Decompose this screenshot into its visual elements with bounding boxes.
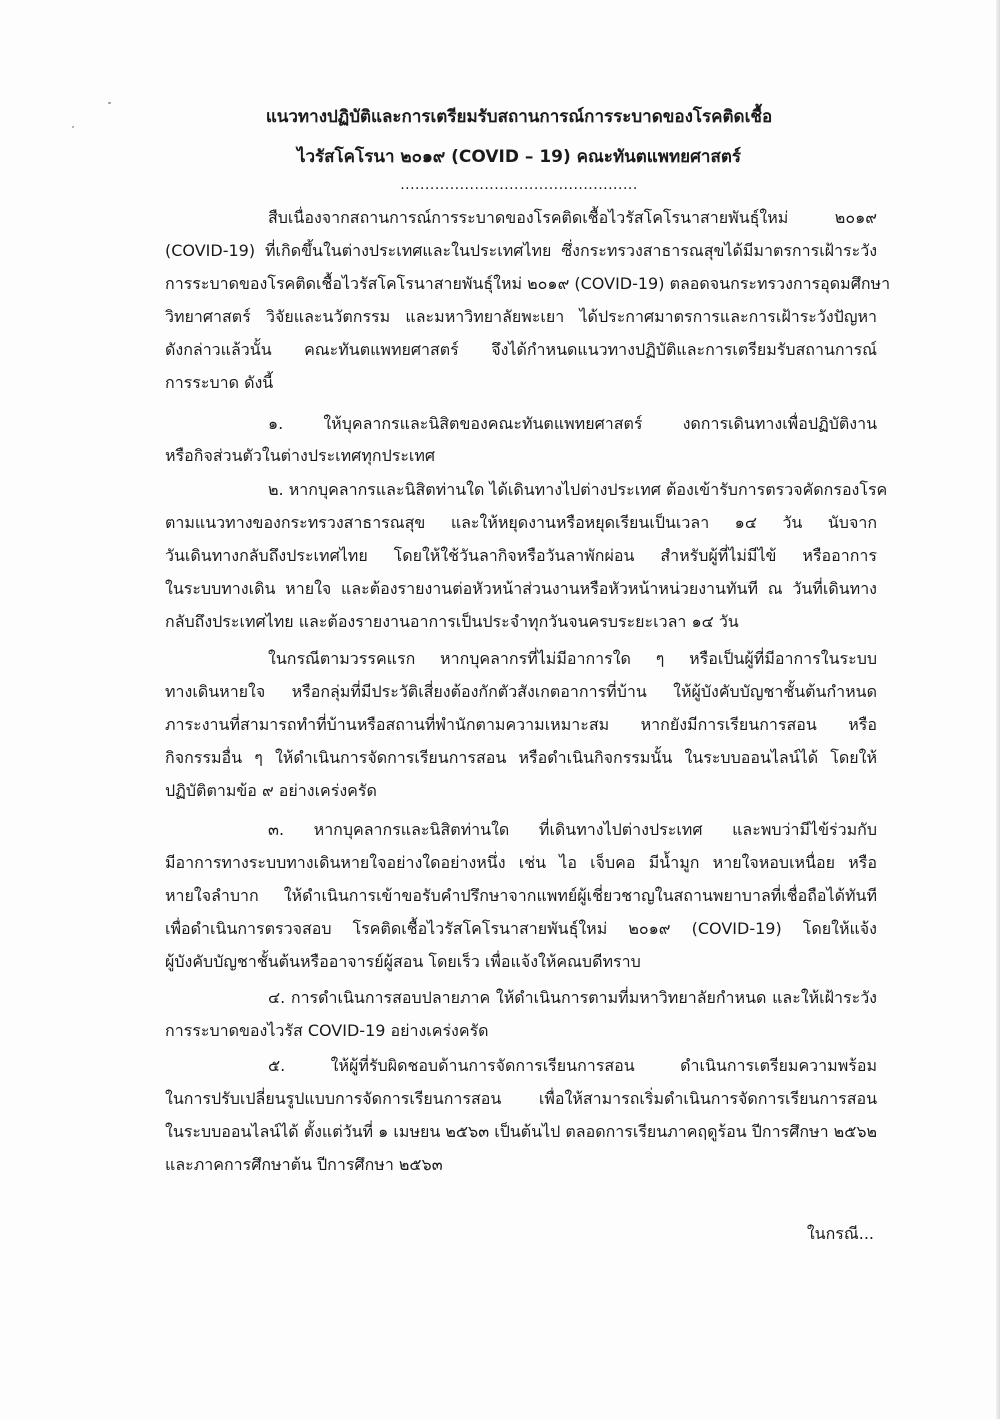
item-4-line-2: การระบาดของไวรัส COVID-19 อย่างเคร่งครัด — [165, 1021, 489, 1040]
item-2-line-5: กลับถึงประเทศไทย และต้องรายงานอาการเป็นประจำทุกวันจนครบระยะเวลา ๑๔ วัน — [165, 612, 739, 631]
scan-speck — [72, 126, 74, 128]
item-5-line-2: ในการปรับเปลี่ยนรูปแบบการจัดการเรียนการสอน เพื่อให้สามารถเริ่มดำเนินการจัดการเรียนการสอน — [165, 1089, 877, 1108]
case-line-5: ปฏิบัติตามข้อ ๙ อย่างเคร่งครัด — [165, 781, 377, 800]
case-line-2: ทางเดินหายใจ หรือกลุ่มที่มีประวัติเสี่ยงต้องกักตัวสังเกตอาการที่บ้าน ให้ผู้บังคับบัญชาชั้นต้นกำหนด — [165, 682, 877, 701]
intro-line-5: ดังกล่าวแล้วนั้น คณะทันตแพทยศาสตร์ จึงได้กำหนดแนวทางปฏิบัติและการเตรียมรับสถานการณ์ — [165, 340, 877, 359]
intro-line-1: สืบเนื่องจากสถานการณ์การระบาดของโรคติดเชื้อไวรัสโคโรนาสายพันธุ์ใหม่ ๒๐๑๙ — [268, 208, 877, 227]
scan-speck — [108, 102, 111, 104]
item-5-line-1: ๕. ให้ผู้ที่รับผิดชอบด้านการจัดการเรียนการสอน ดำเนินการเตรียมความพร้อม — [268, 1056, 877, 1075]
item-3-line-1: ๓. หากบุคลากรและนิสิตท่านใด ที่เดินทางไปต่างประเทศ และพบว่ามีไข้ร่วมกับ — [268, 820, 877, 839]
item-2-line-2: ตามแนวทางของกระทรวงสาธารณสุข และให้หยุดงานหรือหยุดเรียนเป็นเวลา ๑๔ วัน นับจาก — [165, 513, 877, 532]
item-4-line-1: ๔. การดำเนินการสอบปลายภาค ให้ดำเนินการตามที่มหาวิทยาลัยกำหนด และให้เฝ้าระวัง — [268, 988, 877, 1007]
item-5-line-3: ในระบบออนไลน์ได้ ตั้งแต่วันที่ ๑ เมษยน ๒๕๖๓ เป็นต้นไป ตลอดการเรียนภาคฤดูร้อน ปีการศึกษา ๒๕๖๒ — [165, 1122, 878, 1141]
intro-line-3: การระบาดของโรคติดเชื้อไวรัสโคโรนาสายพันธุ์ใหม่ ๒๐๑๙ (COVID-19) ตลอดจนกระทรวงการอุดมศึกษา — [165, 274, 891, 293]
title-separator: ................................................ — [400, 177, 638, 193]
item-3-line-3: หายใจลำบาก ให้ดำเนินการเข้าขอรับคำปรึกษาจากแพทย์ผู้เชี่ยวชาญในสถานพยาบาลที่เชื่อถือได้ทันที — [165, 886, 877, 905]
case-line-3: ภาระงานที่สามารถทำที่บ้านหรือสถานที่พำนักตามความเหมาะสม หากยังมีการเรียนการสอน หรือ — [165, 715, 877, 734]
intro-line-2: (COVID-19) ที่เกิดขึ้นในต่างประเทศและในประเทศไทย ซึ่งกระทรวงสาธารณสุขได้มีมาตรการเฝ้าระวัง — [165, 241, 877, 260]
item-3-line-2: มีอาการทางระบบทางเดินหายใจอย่างใดอย่างหนึ่ง เช่น ไอ เจ็บคอ มีน้ำมูก หายใจหอบเหนื่อย หรือ — [165, 853, 877, 872]
item-2-line-1: ๒. หากบุคลากรและนิสิตท่านใด ได้เดินทางไปต่างประเทศ ต้องเข้ารับการตรวจคัดกรองโรค — [268, 480, 888, 499]
item-2-line-3: วันเดินทางกลับถึงประเทศไทย โดยให้ใช้วันลากิจหรือวันลาพักผ่อน สำหรับผู้ที่ไม่มีไข้ หรืออาการ — [165, 546, 877, 565]
scan-edge — [996, 0, 1000, 1419]
intro-line-4: วิทยาศาสตร์ วิจัยและนวัตกรรม และมหาวิทยาลัยพะเยา ได้ประกาศมาตรการและการเฝ้าระวังปัญหา — [165, 307, 877, 326]
document-title-line-1: แนวทางปฏิบัติและการเตรียมรับสถานการณ์การระบาดของโรคติดเชื้อ — [265, 107, 773, 127]
document-title-line-2: ไวรัสโคโรนา ๒๐๑๙ (COVID – 19) คณะทันตแพทยศาสตร์ — [296, 147, 742, 167]
item-1-line-1: ๑. ให้บุคลากรและนิสิตของคณะทันตแพทยศาสตร์ งดการเดินทางเพื่อปฏิบัติงาน — [268, 414, 877, 433]
case-line-4: กิจกรรมอื่น ๆ ให้ดำเนินการจัดการเรียนการสอน หรือดำเนินกิจกรรมนั้น ในระบบออนไลน์ได้ โดยให้ — [165, 748, 877, 767]
item-2-line-4: ในระบบทางเดิน หายใจ และต้องรายงานต่อหัวหน้าส่วนงานหรือหัวหน้าหน่วยงานทันที ณ วันที่เดินทาง — [165, 579, 877, 598]
item-1-line-2: หรือกิจส่วนตัวในต่างประเทศทุกประเทศ — [165, 446, 436, 465]
item-3-line-4: เพื่อดำเนินการตรวจสอบ โรคติดเชื้อไวรัสโคโรนาสายพันธุ์ใหม่ ๒๐๑๙ (COVID-19) โดยให้แจ้ง — [165, 919, 877, 938]
continuation-note: ในกรณี... — [806, 1224, 874, 1243]
item-3-line-5: ผู้บังคับบัญชาชั้นต้นหรืออาจารย์ผู้สอน โดยเร็ว เพื่อแจ้งให้คณบดีทราบ — [165, 952, 641, 971]
case-line-1: ในกรณีตามวรรคแรก หากบุคลากรที่ไม่มีอาการใด ๆ หรือเป็นผู้ที่มีอาการในระบบ — [268, 649, 877, 668]
item-5-line-4: และภาคการศึกษาต้น ปีการศึกษา ๒๕๖๓ — [165, 1155, 443, 1174]
intro-line-6: การระบาด ดังนี้ — [165, 373, 274, 392]
